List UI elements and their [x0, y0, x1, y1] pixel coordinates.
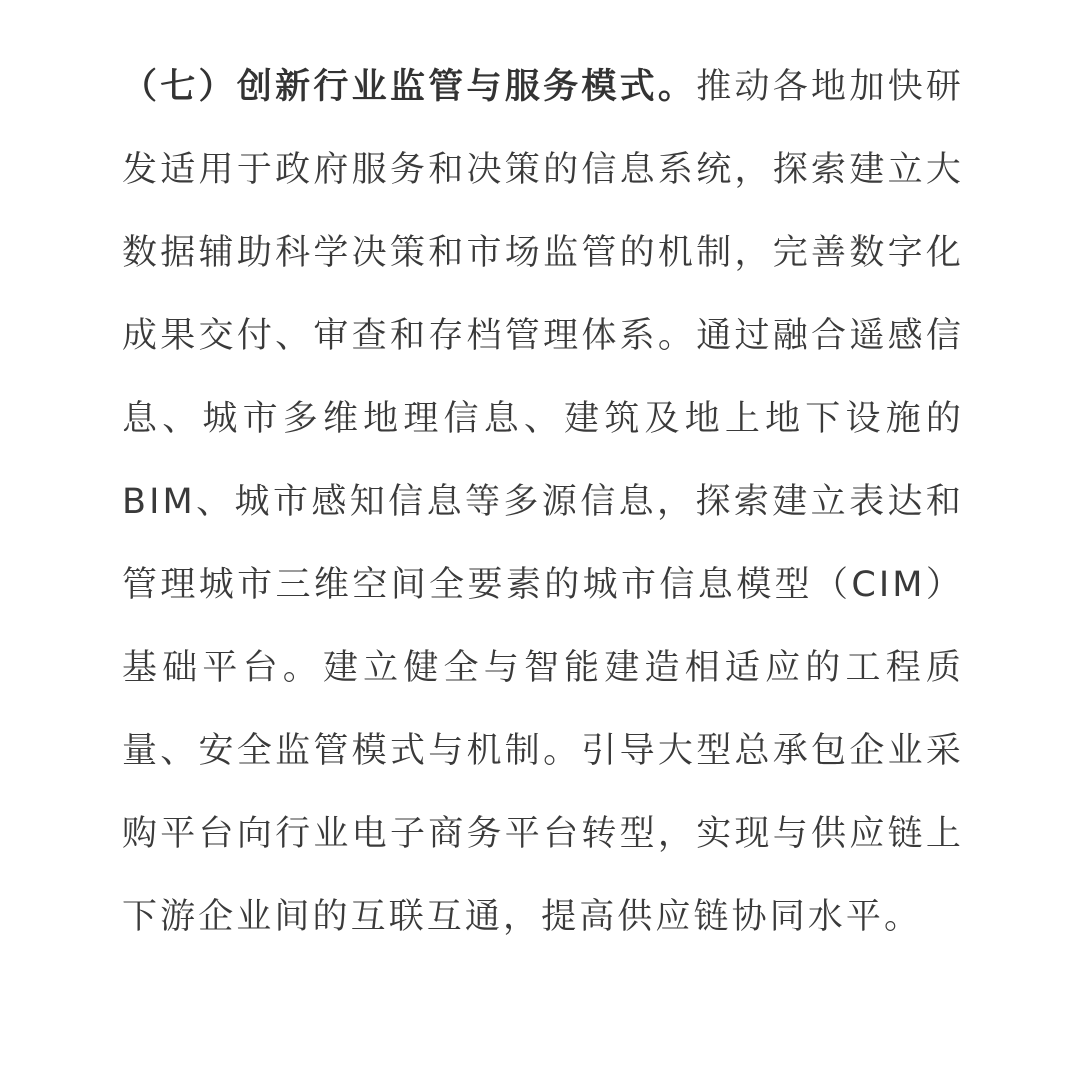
section-text: 推动各地加快研发适用于政府服务和决策的信息系统，探索建立大数据辅助科学决策和市场监管的机制，完善数字化成果交付、审查和存档管理体系。通过融合遥感信息、城市多维地理信息、建筑及地上地下设施的BIM、城市感知信息等多源信息，探索建立表达和管理城市三维空间全要素的城市信息模型（CIM）基础平台。建立健全与智能建造相适应的工程质量、安全监管模式与机制。引导大型总承包企业采购平台向行业电子商务平台转型，实现与供应链上下游企业间的互联互通，提高供应链协同水平。: [122, 67, 964, 937]
document-body: [122, 46, 964, 959]
section-paragraph: [122, 46, 964, 959]
section-heading: （七）创新行业监管与服务模式。: [122, 67, 697, 107]
